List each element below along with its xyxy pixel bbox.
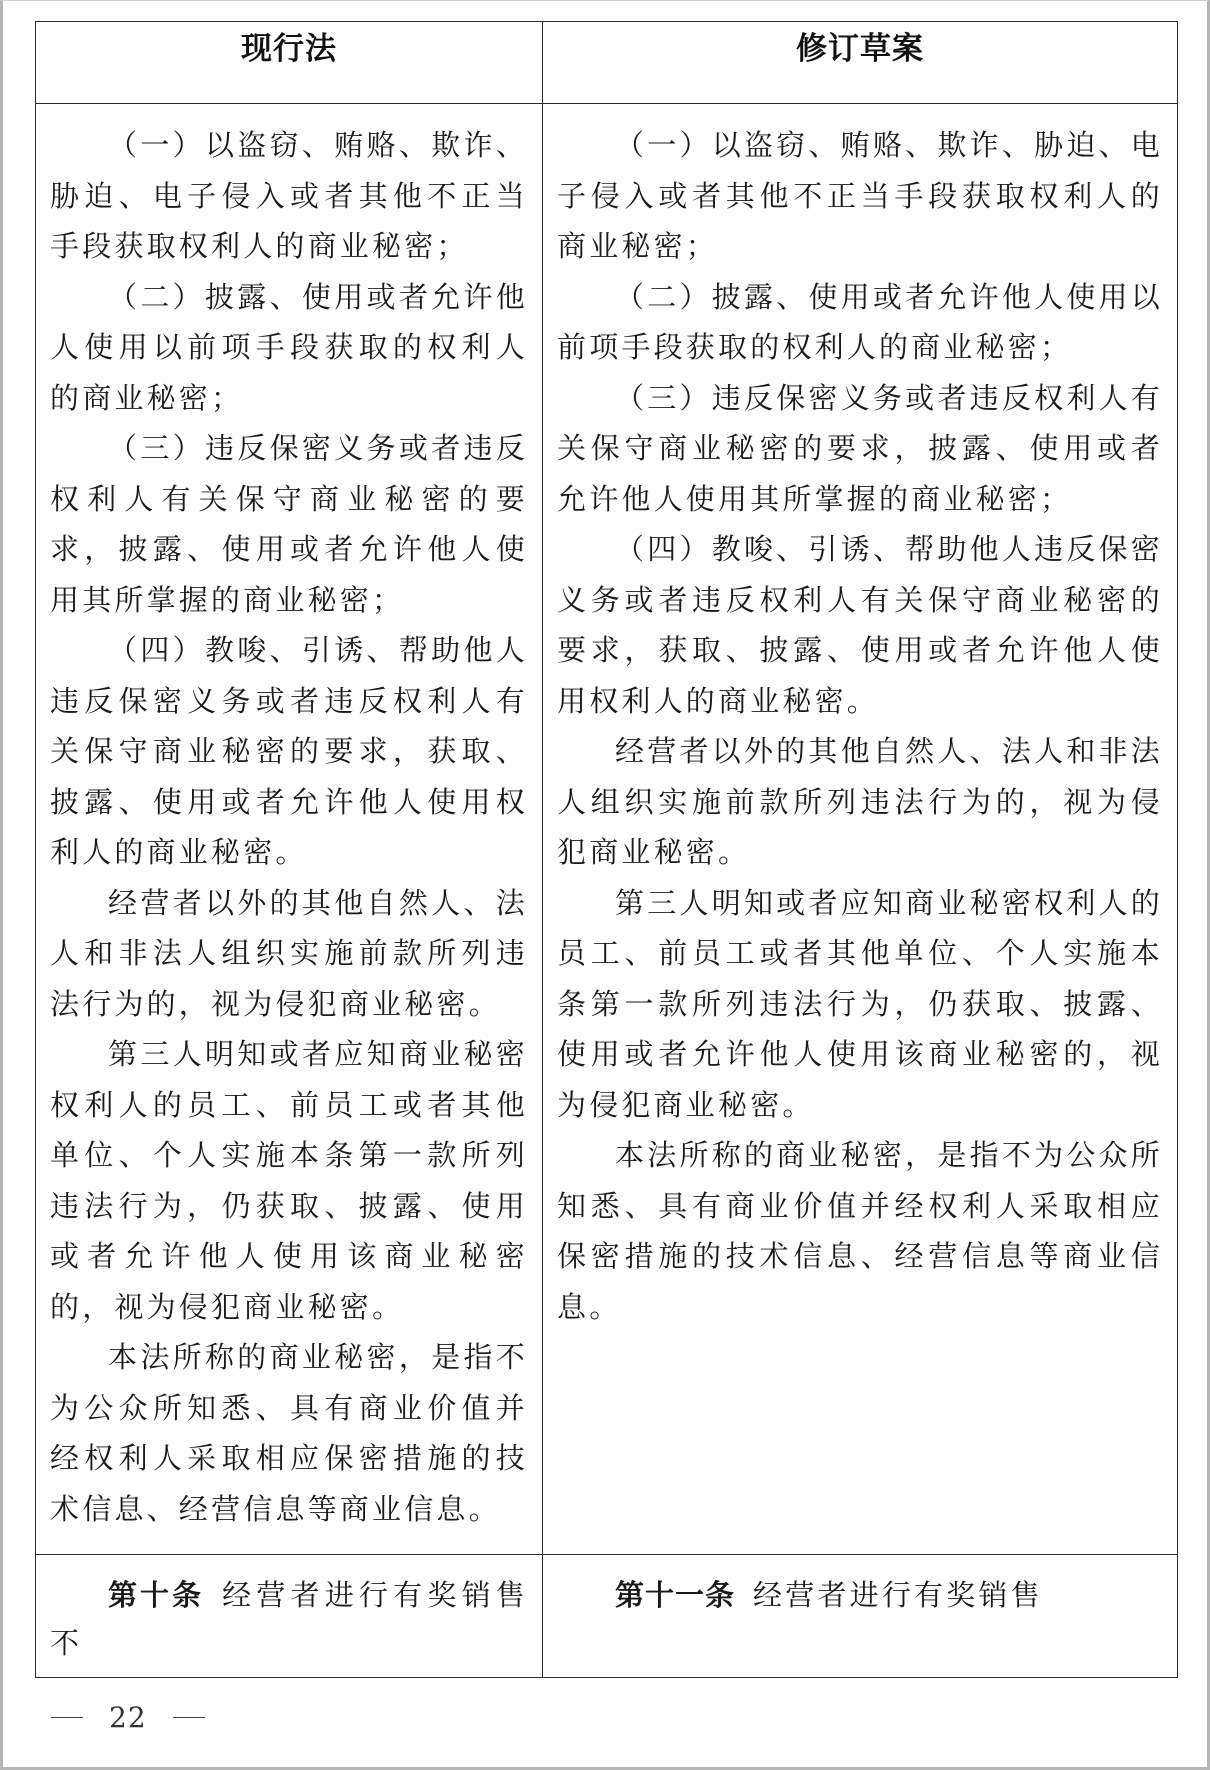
current-law-next-article-cell bbox=[36, 1555, 543, 1678]
table-row bbox=[36, 104, 1178, 1555]
article-text: 经营者进行有奖销售 bbox=[753, 1578, 1043, 1612]
page-number: 22 bbox=[109, 1701, 147, 1734]
revised-draft-paragraph: 第三人明知或者应知商业秘密权利人的员工、前员工或者其他单位、个人实施本条第一款所列违法行为，仍获取、披露、使用或者允许他人使用该商业秘密的，视为侵犯商业秘密。 bbox=[557, 885, 1163, 1122]
article-number: 第十条 bbox=[108, 1578, 205, 1612]
revised-draft-paragraph: 经营者以外的其他自然人、法人和非法人组织实施前款所列违法行为的，视为侵犯商业秘密。 bbox=[557, 734, 1163, 869]
footer-dash-right bbox=[173, 1717, 205, 1719]
revised-draft-header: 修订草案 bbox=[543, 22, 1178, 104]
comparison-table bbox=[35, 21, 1178, 1678]
current-law-next-article bbox=[50, 1571, 528, 1667]
article-number: 第十一条 bbox=[615, 1578, 736, 1612]
revised-draft-next-article bbox=[557, 1571, 1163, 1619]
current-law-paragraph: （四）教唆、引诱、帮助他人违反保密义务或者违反权利人有关保守商业秘密的要求，获取、披露、使用或者允许他人使用权利人的商业秘密。 bbox=[50, 633, 528, 869]
current-law-paragraph: 本法所称的商业秘密，是指不为公众所知悉、具有商业价值并经权利人采取相应保密措施的技术信息、经营信息等商业信息。 bbox=[50, 1340, 528, 1526]
current-law-paragraph: （一）以盗窃、贿赂、欺诈、胁迫、电子侵入或者其他不正当手段获取权利人的商业秘密； bbox=[50, 128, 528, 263]
current-law-paragraph: 第三人明知或者应知商业秘密权利人的员工、前员工或者其他单位、个人实施本条第一款所列违法行为，仍获取、披露、使用或者允许他人使用该商业秘密的，视为侵犯商业秘密。 bbox=[50, 1037, 528, 1324]
table-header-row bbox=[36, 22, 1178, 104]
current-law-paragraph: （三）违反保密义务或者违反权利人有关保守商业秘密的要求，披露、使用或者允许他人使用其所掌握的商业秘密； bbox=[50, 431, 528, 617]
revised-draft-paragraph: （四）教唆、引诱、帮助他人违反保密义务或者违反权利人有关保守商业秘密的要求，获取、披露、使用或者允许他人使用权利人的商业秘密。 bbox=[557, 532, 1163, 718]
footer-dash-left bbox=[51, 1717, 83, 1719]
revised-draft-paragraph: （一）以盗窃、贿赂、欺诈、胁迫、电子侵入或者其他不正当手段获取权利人的商业秘密； bbox=[557, 128, 1163, 263]
current-law-header: 现行法 bbox=[36, 22, 543, 104]
article-text: 经营者进行有奖销售不 bbox=[50, 1578, 528, 1660]
revised-draft-paragraph: 本法所称的商业秘密，是指不为公众所知悉、具有商业价值并经权利人采取相应保密措施的技术信息、经营信息等商业信息。 bbox=[557, 1138, 1163, 1324]
current-law-cell bbox=[36, 104, 543, 1555]
revised-draft-cell bbox=[543, 104, 1178, 1555]
current-law-paragraph: 经营者以外的其他自然人、法人和非法人组织实施前款所列违法行为的，视为侵犯商业秘密。 bbox=[50, 885, 528, 1021]
table-row bbox=[36, 1555, 1178, 1678]
revised-draft-next-article-cell bbox=[543, 1555, 1178, 1678]
current-law-paragraph: （二）披露、使用或者允许他人使用以前项手段获取的权利人的商业秘密； bbox=[50, 279, 528, 415]
revised-draft-paragraph: （二）披露、使用或者允许他人使用以前项手段获取的权利人的商业秘密； bbox=[557, 279, 1163, 364]
revised-draft-paragraph: （三）违反保密义务或者违反权利人有关保守商业秘密的要求，披露、使用或者允许他人使用其所掌握的商业秘密； bbox=[557, 380, 1163, 516]
page-footer bbox=[51, 1701, 205, 1734]
